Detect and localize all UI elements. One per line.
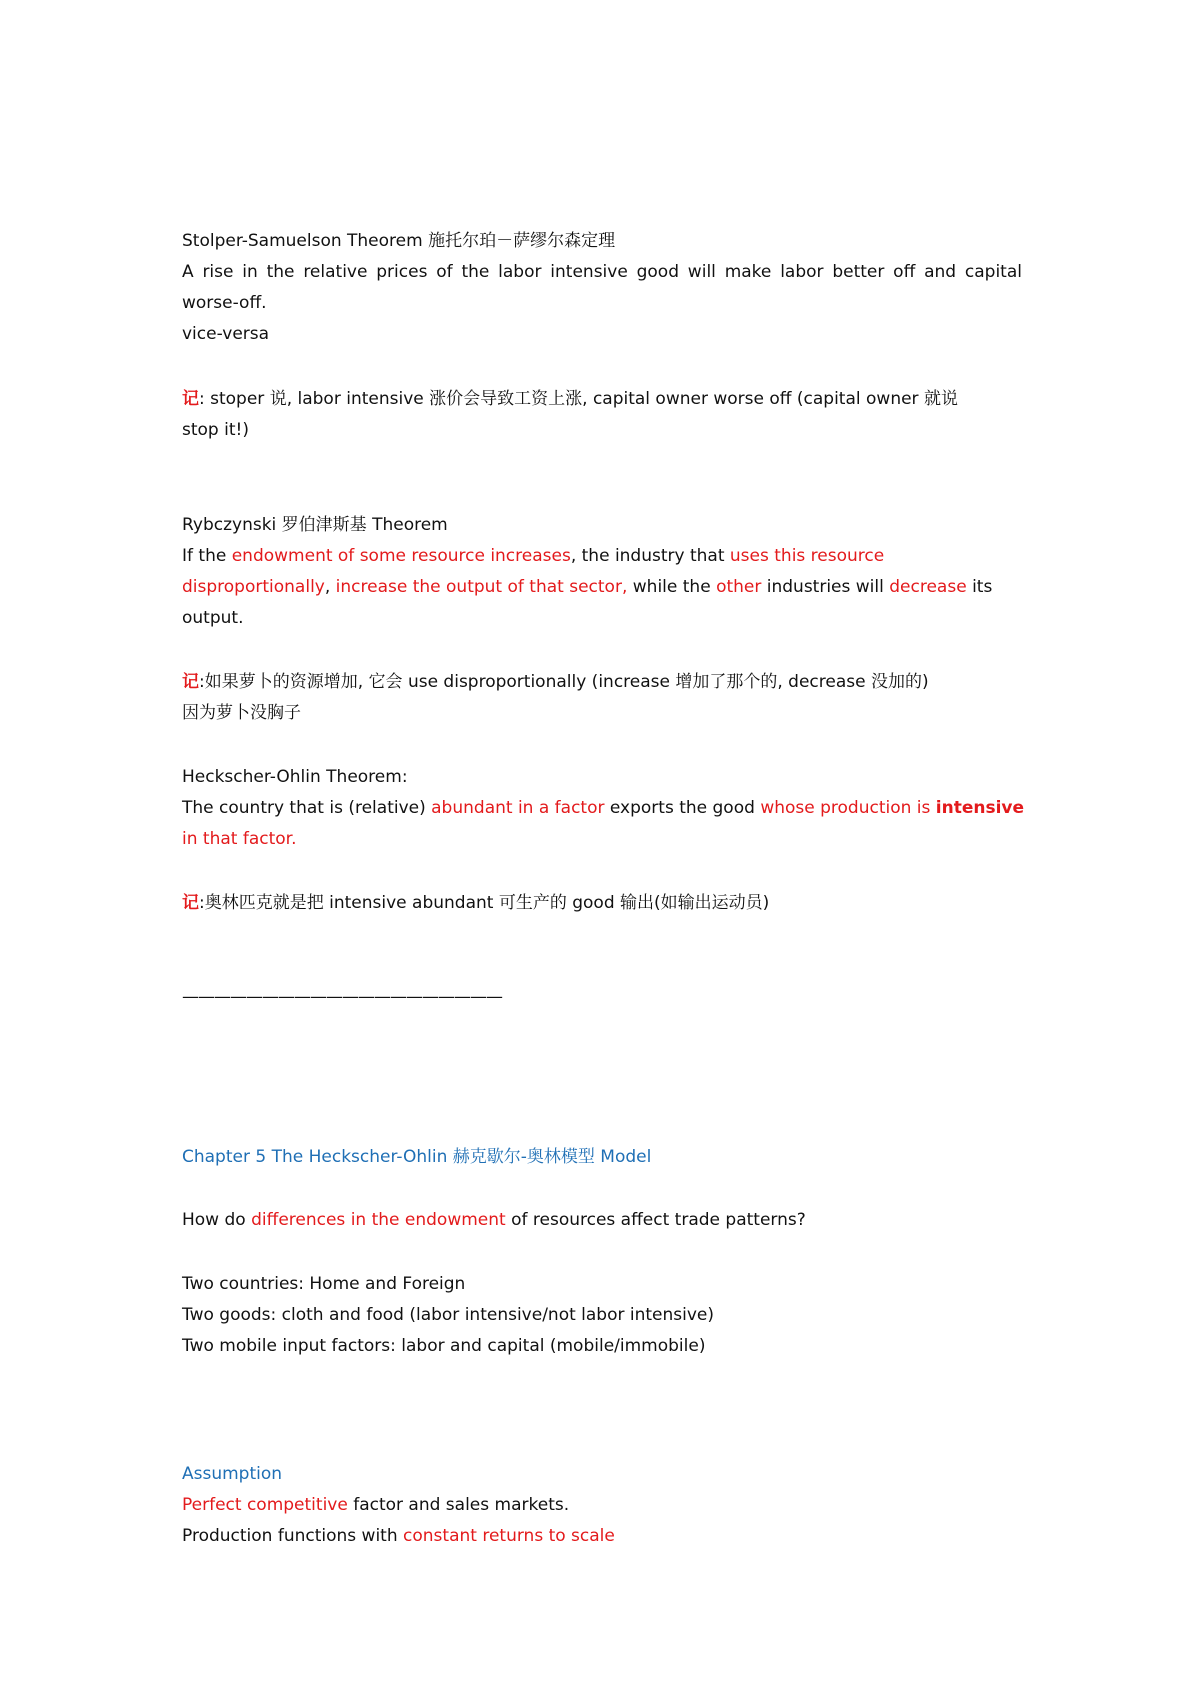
- rybczynski-line-1: [182, 544, 884, 568]
- text-run: industries will: [761, 577, 890, 597]
- rybczynski-title: Rybczynski 罗伯津斯基 Theorem: [182, 515, 448, 535]
- stolper-title: Stolper-Samuelson Theorem 施托尔珀－萨缪尔森定理: [182, 231, 616, 251]
- highlight-run: constant returns to scale: [403, 1526, 615, 1546]
- memo-mark: 记: [182, 672, 199, 692]
- highlight-run: Perfect competitive: [182, 1495, 348, 1515]
- highlight-run: decrease: [889, 577, 967, 597]
- chapter-item-countries: Two countries: Home and Foreign: [182, 1274, 466, 1294]
- memo-mark: 记: [182, 893, 199, 913]
- assumption-title: Assumption: [182, 1464, 283, 1484]
- text-run: The country that is (relative): [182, 798, 432, 818]
- text-run: its: [966, 577, 993, 597]
- chapter-item-goods: Two goods: cloth and food (labor intensive/not labor intensive): [182, 1305, 715, 1325]
- rybczynski-memo-line-1: [182, 670, 929, 694]
- chapter-question: [182, 1208, 806, 1232]
- stolper-memo-line-1: [182, 387, 958, 411]
- highlight-run: differences in the endowment: [251, 1210, 506, 1230]
- text-run: Production functions with: [182, 1526, 404, 1546]
- text-run: exports the good: [604, 798, 761, 818]
- assumption-line-1: [182, 1493, 569, 1517]
- text-run: factor and sales markets.: [347, 1495, 570, 1515]
- stolper-memo-text: : stoper 说, labor intensive 涨价会导致工资上涨, capital owner worse off (capital owner 就说: [199, 389, 958, 409]
- highlight-run: increase the output of that sector,: [335, 577, 628, 597]
- rybczynski-line-2: [182, 575, 992, 599]
- rybczynski-memo-text: :如果萝卜的资源增加, 它会 use disproportionally (increase 增加了那个的, decrease 没加的): [199, 672, 929, 692]
- assumption-line-2: [182, 1524, 615, 1548]
- heckscher-memo-text: :奥林匹克就是把 intensive abundant 可生产的 good 输出(如输出运动员): [199, 893, 770, 913]
- chapter-title: Chapter 5 The Heckscher-Ohlin 赫克歇尔-奥林模型 Model: [182, 1147, 652, 1167]
- highlight-run: uses this resource: [729, 546, 885, 566]
- heckscher-theorem-title: Heckscher-Ohlin Theorem:: [182, 767, 408, 787]
- rybczynski-line-3: output.: [182, 608, 244, 628]
- text-run: of resources affect trade patterns?: [505, 1210, 806, 1230]
- chapter-item-factors: Two mobile input factors: labor and capital (mobile/immobile): [182, 1336, 706, 1356]
- rybczynski-memo-line-2: 因为萝卜没胸子: [182, 703, 301, 723]
- stolper-line-3: vice-versa: [182, 324, 270, 344]
- highlight-run: whose production is: [760, 798, 936, 818]
- heckscher-theorem-line-1: [182, 796, 1024, 820]
- stolper-line-1: A rise in the relative prices of the labor intensive good will make labor better off and capital: [182, 262, 1022, 282]
- heckscher-theorem-line-2: in that factor.: [182, 829, 297, 849]
- stolper-line-2: worse-off.: [182, 293, 267, 313]
- highlight-run: abundant in a factor: [431, 798, 605, 818]
- text-run: while the: [627, 577, 717, 597]
- highlight-run: endowment of some resource increases: [231, 546, 571, 566]
- heckscher-memo-line-1: [182, 891, 769, 915]
- memo-mark: 记: [182, 389, 199, 409]
- divider-line: ————————————————————: [182, 987, 502, 1007]
- stolper-memo-line-2: stop it!): [182, 420, 249, 440]
- text-run: How do: [182, 1210, 252, 1230]
- highlight-run: disproportionally: [182, 577, 325, 597]
- highlight-run: intensive: [935, 798, 1025, 818]
- highlight-run: other: [716, 577, 762, 597]
- text-run: If the: [182, 546, 232, 566]
- text-run: , the industry that: [570, 546, 730, 566]
- text-run: ,: [324, 577, 336, 597]
